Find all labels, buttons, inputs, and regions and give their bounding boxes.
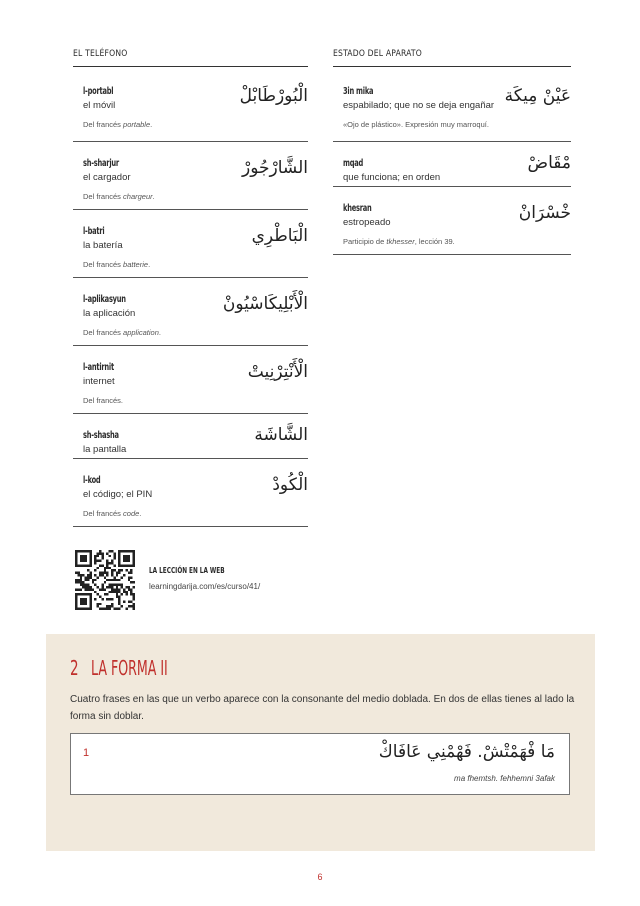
vocab-entry [73,210,308,278]
vocab-note-text: Del francés [83,192,124,201]
vocab-arabic: مْقَاضْ [527,153,571,173]
vocab-note-text: Participio de [343,237,387,246]
vocab-transliteration: 3in mika [343,86,374,97]
vocab-arabic: الْكُودْ [272,475,308,495]
vocab-translation: que funciona; en orden [343,172,441,183]
vocab-transliteration: l-aplikasyun [83,294,126,305]
vocab-note-suffix: . [152,192,155,201]
vocab-entry [73,414,308,459]
exercise-number: 2 [70,656,79,680]
vocab-note [83,396,123,405]
vocab-transliteration: khesran [343,203,372,214]
exercise-item-number: 1 [83,747,90,759]
vocab-entry [73,459,308,527]
vocab-column-phone [73,70,308,527]
vocab-arabic: الْبُورْطَابْلْ [239,86,308,106]
vocab-transliteration: l-batri [83,226,105,237]
vocab-note-source-word: application [123,328,159,337]
vocab-translation: la batería [83,240,123,251]
exercise-instructions: Cuatro frases en las que un verbo aparece con la consonante del medio doblada. En dos de ellas tienes al lado la forma sin doblar. [70,694,575,722]
vocab-note-text: Del francés [83,509,124,518]
vocab-note-suffix: . [139,509,142,518]
vocab-note-source-word: batterie [123,260,149,269]
vocab-note-suffix: . [150,120,153,129]
vocab-transliteration: sh-shasha [83,430,119,441]
vocab-translation: internet [83,376,115,387]
vocab-entry [73,278,308,346]
vocab-translation: el móvil [83,100,116,111]
vocab-note [83,260,150,269]
vocab-entry [333,70,571,142]
vocab-note-suffix: . [158,328,161,337]
vocab-note [83,192,155,201]
page-number: 6 [317,872,323,882]
vocab-transliteration: l-kod [83,475,101,486]
exercise-item-arabic: مَا فْهَمْتْشْ. فَهْمْنِي عَافَاكْ [378,742,555,762]
vocab-arabic: الْأَبْلِيكَاسْيُونْ [222,294,308,314]
exercise-section [46,634,595,851]
qr-code[interactable] [75,550,135,610]
section-header-phone: EL TELÉFONO [73,48,308,67]
vocab-column-device-state [333,70,571,255]
vocab-note [83,509,141,518]
vocab-transliteration: mqad [343,158,364,169]
web-lesson-label: LA LECCIÓN EN LA WEB [149,566,225,575]
vocab-arabic: عَيْنْ مِيكَة [504,86,571,106]
vocab-arabic: الْأَنْتِرْنِيتْ [247,362,308,382]
vocab-entry [73,142,308,210]
vocab-note-suffix: . [148,260,151,269]
vocab-note-text: Del francés [83,328,124,337]
vocab-note [343,120,489,129]
vocab-translation: estropeado [343,217,391,228]
vocab-note-text: Del francés [83,260,124,269]
vocab-note [83,120,152,129]
vocab-note-suffix: , lección 39. [414,237,455,246]
vocab-entry [73,70,308,142]
vocab-entry [333,187,571,255]
vocab-transliteration: sh-sharjur [83,158,119,169]
exercise-item-transliteration: ma fhemtsh. fehhemni 3afak [454,774,555,783]
vocab-translation: el cargador [83,172,131,183]
vocab-arabic: الشَّاشَة [254,425,308,445]
vocab-note-text: Del francés [83,120,124,129]
vocab-note-text: Del francés. [83,396,124,405]
vocab-note [343,237,455,246]
vocab-note-source-word: portable [123,120,151,129]
exercise-item [70,733,570,795]
exercise-title: LA FORMA II [91,656,168,680]
vocab-note-source-word: chargeur [123,192,153,201]
vocab-translation: la aplicación [83,308,136,319]
vocab-note-source-word: tkhesser [386,237,415,246]
vocab-translation: el código; el PIN [83,489,153,500]
vocab-translation: la pantalla [83,444,127,455]
vocab-note-text: «Ojo de plástico». Expresión muy marroquí. [343,120,489,129]
vocab-entry [333,142,571,187]
vocab-entry [73,346,308,414]
vocab-arabic: خْسْرَانْ [518,203,571,223]
section-header-device-state: ESTADO DEL APARATO [333,48,571,67]
vocab-note [83,328,161,337]
vocab-arabic: الْبَاطْرِي [251,226,308,246]
vocab-transliteration: l-portabl [83,86,114,97]
vocab-transliteration: l-antirnit [83,362,114,373]
web-lesson-link[interactable]: learningdarija.com/es/curso/41/ [149,582,261,591]
vocab-arabic: الشَّارْجُورْ [242,158,308,178]
vocab-translation: espabilado; que no se deja engañar [343,100,495,111]
vocab-note-source-word: code [123,509,140,518]
